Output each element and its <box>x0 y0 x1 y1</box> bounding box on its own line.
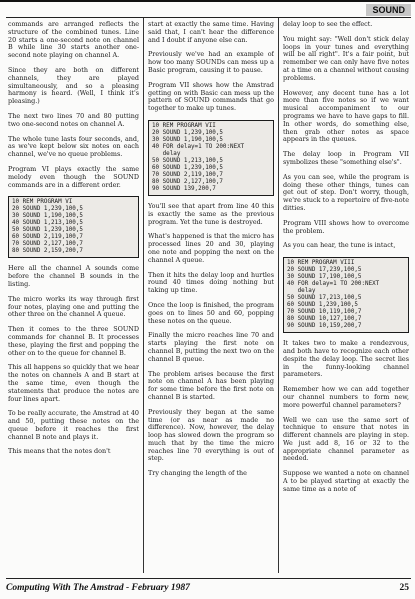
code-line: delay <box>152 150 181 157</box>
code-line: 70 SOUND 2,127,100,7 <box>12 241 83 248</box>
publication-footer: Computing With The Amstrad - February 1987 <box>6 583 190 593</box>
paragraph: This means that the notes don't <box>8 447 111 456</box>
code-line: 90 SOUND 139,200,7 <box>152 185 216 192</box>
code-line: 20 SOUND 1,239,100,5 <box>12 206 83 213</box>
code-line: 80 SOUND 2,127,100,7 <box>152 178 223 185</box>
article-column-2 <box>148 21 274 569</box>
code-line: 10 REM PROGRAM VI <box>12 199 73 206</box>
code-line: 10 REM PROGRAM VIII <box>287 260 355 267</box>
paragraph: Program VIII shows how to overcome the problem. <box>283 218 409 235</box>
footer-rule <box>6 578 411 579</box>
code-line: 40 FOR delay=1 TO 200:NEXT <box>287 281 380 288</box>
paragraph: The next two lines 70 and 80 putting two one-second notes on channel A. <box>8 111 139 128</box>
section-header: SOUND <box>366 4 411 16</box>
code-line: 30 SOUND 17,190,100,5 <box>287 274 362 281</box>
code-line: 40 SOUND 1,213,100,5 <box>12 220 83 227</box>
code-line: 30 SOUND 1,190,100,5 <box>152 136 223 143</box>
code-line: 70 SOUND 10,119,100,7 <box>287 309 362 316</box>
top-border <box>0 0 415 2</box>
paragraph: It takes two to make a rendezvous, and both have to recognize each other despite the delay loop. The secret lies in the funny-looking channel parameters. <box>283 339 409 379</box>
code-line: 80 SOUND 10,127,100,7 <box>287 316 362 323</box>
paragraph: As you can see, while the program is doing these other things, tunes can get out of step. Don't worry, though, we're stuck to a repertoire of five-note ditties. <box>283 172 409 212</box>
paragraph: As you can hear, the tune is intact, <box>283 241 396 250</box>
code-line: 60 SOUND 1,239,100,5 <box>287 302 358 309</box>
page-number: 25 <box>399 583 409 593</box>
paragraph: Try changing the length of the <box>148 469 247 478</box>
paragraph: Once the loop is finished, the program goes on to lines 50 and 60, popping these notes on the queue. <box>148 300 274 325</box>
program-listing-viii <box>283 257 409 333</box>
paragraph: delay loop to see the effect. <box>283 21 373 28</box>
article-column-1 <box>8 21 139 569</box>
code-line: 60 SOUND 2,119,100,7 <box>12 234 83 241</box>
paragraph: commands are arranged reflects the structure of the combined tunes. Line 20 starts a one-second note on channel B while line 30 starts another one-second note playing on channel A. <box>8 21 139 60</box>
column-divider <box>278 18 279 573</box>
code-line: 30 SOUND 1,190,100,5 <box>12 213 83 220</box>
paragraph: This all happens so quickly that we hear the notes on channels A and B start at the same time, even though the statements that produce the notes are four lines apart. <box>8 363 139 403</box>
paragraph: However, any decent tune has a lot more than five notes so if we want musical accompaniment to our programs we have to have gaps to fill. In other words, do something else, then grab other notes as space appears in the queues. <box>283 88 409 144</box>
paragraph: Then it comes to the three SOUND commands for channel B. It processes these, playing the first and popping the other on to the queue for channel B. <box>8 325 139 357</box>
paragraph: The problem arises because the first note on channel A has been playing for some time before the first note on channel B is started. <box>148 369 274 401</box>
code-line: 50 SOUND 17,213,100,5 <box>287 295 362 302</box>
paragraph: Previously they began at the same time (or as near as made no difference). Now, however, the delay loop has slowed down the program so much that by the time the micro reaches line 70 everything is out of step. <box>148 407 274 463</box>
code-line: delay <box>287 288 316 295</box>
code-line: 90 SOUND 10,159,200,7 <box>287 323 362 330</box>
paragraph: The whole tune lasts four seconds, and, as we've kept below six notes on each channel, we've no queue problems. <box>8 134 139 159</box>
paragraph: Remember how we can add together our channel numbers to form new, more powerful channel parameters? <box>283 385 409 409</box>
paragraph: To be really accurate, the Amstrad at 40 and 50, putting these notes on the queue before it reaches the first channel B note and plays it. <box>8 409 139 441</box>
code-line: 20 SOUND 17,239,100,5 <box>287 267 362 274</box>
paragraph: Here all the channel A sounds come before the channel B sounds in the listing. <box>8 264 139 288</box>
program-listing-vii <box>148 120 274 196</box>
paragraph: Program VI plays exactly the same melody even though the SOUND commands are in a different order. <box>8 164 139 189</box>
paragraph: You might say: "Well don't stick delay loops in your tunes and everything will be all right". It's a fair point, but remember we can only have five notes at a time on a channel without causing problems. <box>283 34 409 82</box>
paragraph: Suppose we wanted a note on channel A to be played starting at exactly the same time as a note of <box>283 469 409 493</box>
paragraph: start at exactly the same time. Having said that, I can't hear the difference and I doubt if anyone else can. <box>148 21 274 44</box>
code-line: 20 SOUND 1,239,100,5 <box>152 129 223 136</box>
paragraph: Then it hits the delay loop and hurtles round 40 times doing nothing but taking up time. <box>148 270 274 295</box>
paragraph: Previously we've had an example of how too many SOUNDs can mess up a Basic program, causing it to pause. <box>148 50 274 74</box>
paragraph: The delay loop in Program VII symbolizes these "something else's". <box>283 150 409 166</box>
code-line: 50 SOUND 1,239,100,5 <box>12 227 83 234</box>
program-listing-vi <box>8 196 139 258</box>
paragraph: What's happened is that the micro has processed lines 20 and 30, playing one note and popping the next on the channel A queue. <box>148 232 274 264</box>
code-line: 40 FOR delay=1 TO 200:NEXT <box>152 143 245 150</box>
code-line: 80 SOUND 2,159,200,7 <box>12 248 83 255</box>
code-line: 60 SOUND 1,239,100,5 <box>152 164 223 171</box>
code-line: 50 SOUND 1,213,100,5 <box>152 157 223 164</box>
paragraph: Finally the micro reaches line 70 and starts playing the first note on channel B, putting the next two on the channel B queue. <box>148 331 274 363</box>
code-line: 10 REM PROGRAM VII <box>152 122 216 129</box>
paragraph: You'll see that apart from line 40 this is exactly the same as the previous program. Yet the tune is destroyed. <box>148 201 274 226</box>
code-line: 70 SOUND 2,119,100,7 <box>152 171 223 178</box>
paragraph: The micro works its way through first four notes, playing one and putting the other three on the channel A queue. <box>8 294 139 319</box>
paragraph: Program VII shows how the Amstrad getting on with Basic can mess up the pattern of SOUND commands that go together to make up tunes. <box>148 80 274 113</box>
article-column-3 <box>283 21 409 569</box>
paragraph: Since they are both on different channels, they are played simultaneously, and so a pleasing harmony is heard. (Well, I think it's pleasing.) <box>8 65 139 106</box>
header-rule <box>6 17 411 18</box>
column-divider <box>143 18 144 573</box>
paragraph: Well we can use the same sort of technique to ensure that notes in different channels are playing in step. We just add 8, 16 or 32 to the appropriate channel parameter as needed. <box>283 415 409 463</box>
